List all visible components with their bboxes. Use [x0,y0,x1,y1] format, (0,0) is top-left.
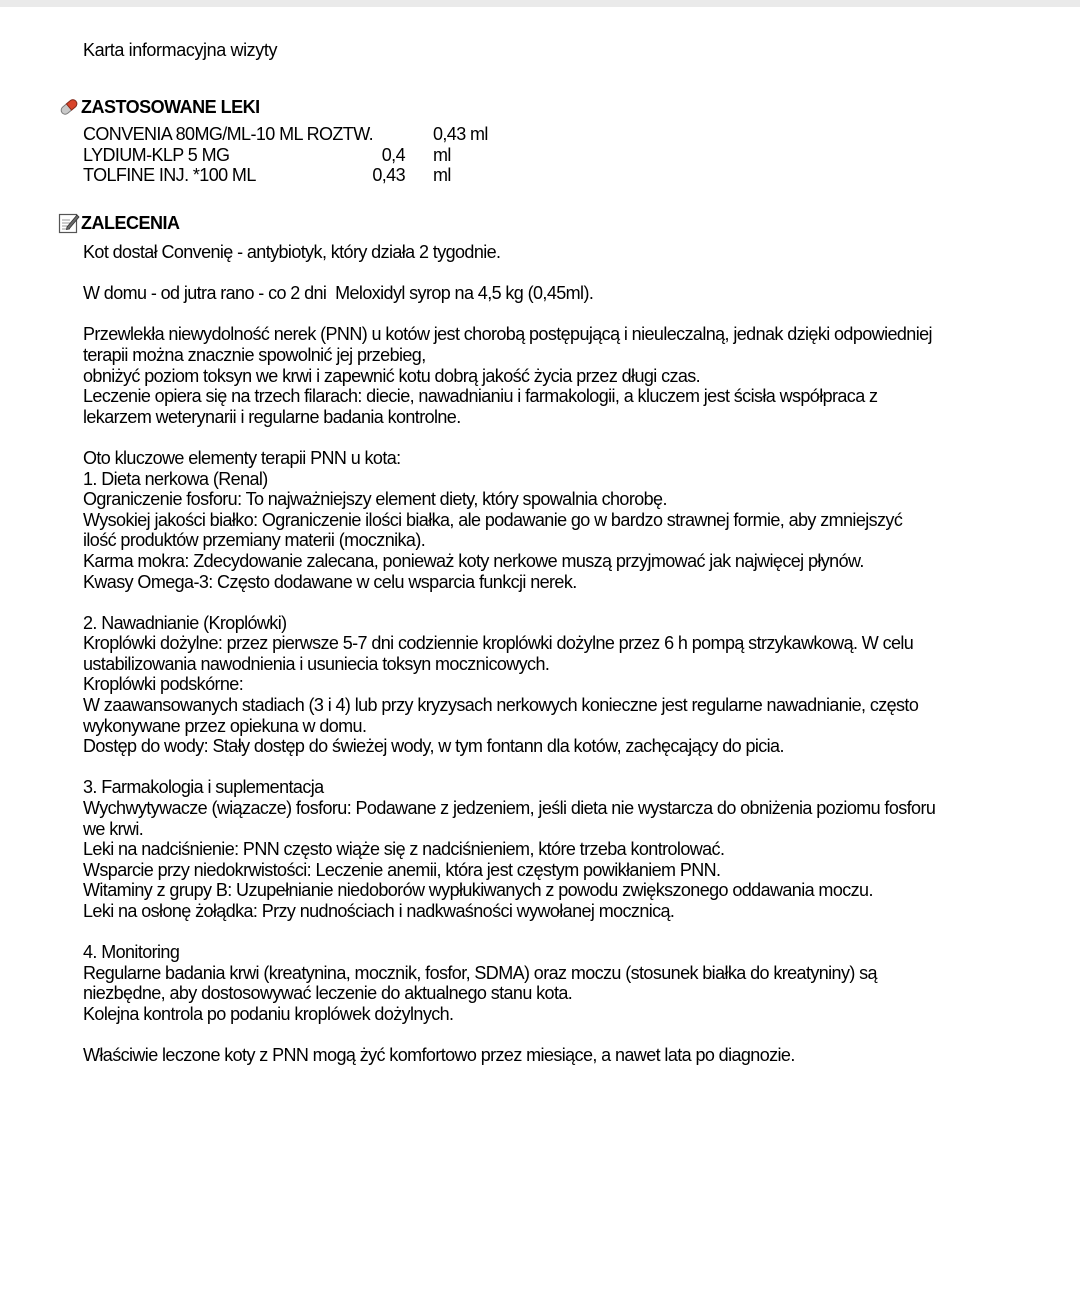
recommendation-line: Regularne badania krwi (kreatynina, mocznik, fosfor, SDMA) oraz moczu (stosunek białka do kreatyniny) są [83,962,877,983]
med-name: TOLFINE INJ. *100 ML [83,165,256,186]
recommendation-line: lekarzem weterynarii i regularne badania kontrolne. [83,406,461,427]
recommendation-line: Ograniczenie fosforu: To najważniejszy element diety, który spowalnia chorobę. [83,489,667,510]
recommendation-line: W zaawansowanych stadiach (3 i 4) lub przy kryzysach nerkowych konieczne jest regularne nawadnianie, często [83,695,919,716]
recommendation-paragraph [83,283,1043,304]
recommendation-line: we krwi. [83,818,144,839]
med-qty: 0,43 [372,165,405,186]
meds-section-header [58,96,260,118]
meds-section-title: ZASTOSOWANE LEKI [81,96,260,117]
med-name: LYDIUM-KLP 5 MG [83,144,230,165]
recommendation-line: Kot dostał Convenię - antybiotyk, który działa 2 tygodnie. [83,242,501,262]
recommendation-line: Witaminy z grupy B: Uzupełnianie niedoborów wypłukiwanych z powodu zwiększonego oddawania moczu. [83,880,873,901]
recommendation-line: niezbędne, aby dostosowywać leczenie do aktualnego stanu kota. [83,983,573,1004]
recommendation-line: Kroplówki dożylne: przez pierwsze 5-7 dni codziennie kroplówki dożylne przez 6 h pompą strzykawkową. W celu [83,633,914,654]
recommendation-line: W domu - od jutra rano - co 2 dni Meloxidyl syrop na 4,5 kg (0,45ml). [83,283,594,304]
recommendation-paragraph [83,613,1043,757]
recommendation-line: Wychwytywacze (wiązacze) fosforu: Podawane z jedzeniem, jeśli dieta nie wystarcza do obniżenia poziomu fosforu [83,798,936,819]
recommendation-line: 3. Farmakologia i suplementacja [83,777,324,798]
recommendation-line: Kroplówki podskórne: [83,674,244,695]
recommendation-line: Kwasy Omega-3: Często dodawane w celu wsparcia funkcji nerek. [83,571,577,592]
recommendation-line: Przewlekła niewydolność nerek (PNN) u kotów jest chorobą postępującą i nieuleczalną, jednak dzięki odpowiedniej [83,324,932,345]
recommendation-line: Dostęp do wody: Stały dostęp do świeżej wody, w tym fontann dla kotów, zachęcający do picia. [83,736,784,757]
med-unit: ml [433,144,451,165]
recommendation-line: Oto kluczowe elementy terapii PNN u kota: [83,447,401,468]
notepad-pencil-icon [58,212,80,234]
med-qty: 0,4 [381,144,405,165]
recommendation-line: ilość produktów przemiany materii (mocznika). [83,530,426,551]
recommendation-paragraph [83,448,1043,592]
recommendation-line: Właściwie leczone koty z PNN mogą żyć komfortowo przez miesiące, a nawet lata po diagnozie. [83,1045,795,1066]
recommendations-body [83,242,1043,1086]
recommendation-line: Karma mokra: Zdecydowanie zalecana, ponieważ koty nerkowe muszą przyjmować jak najwięcej płynów. [83,550,864,571]
recommendation-line: terapii można znacznie spowolnić jej przebieg, [83,344,426,365]
recommendation-paragraph [83,942,1043,1024]
recommendation-paragraph [83,1045,1043,1066]
med-name: CONVENIA 80MG/ML-10 ML ROZTW. [83,124,373,144]
med-amount: 0,43 ml [433,124,488,144]
recommendation-line: obniżyć poziom toksyn we krwi i zapewnić kotu dobrą jakość życia przez długi czas. [83,365,701,386]
recommendation-line: Leki na osłonę żołądka: Przy nudnościach i nadkwaśności wywołanej mocznicą. [83,901,675,921]
recommendation-line: ustabilizowania nawodnienia i usuniecia toksyn mocznicowych. [83,653,550,674]
recommendation-line: wykonywane przez opiekuna w domu. [83,715,367,736]
recommendation-paragraph [83,324,1043,427]
med-unit: ml [433,165,451,186]
document-title: Karta informacyjna wizyty [83,40,278,60]
recs-section-title: ZALECENIA [81,212,180,233]
pill-icon [58,96,80,118]
recommendation-line: 1. Dieta nerkowa (Renal) [83,468,268,489]
recommendation-line: Wsparcie przy niedokrwistości: Leczenie anemii, która jest częstym powikłaniem PNN. [83,859,721,880]
recs-section-header [58,212,180,234]
recommendation-paragraph [83,242,1043,263]
recommendation-line: 2. Nawadnianie (Kroplówki) [83,612,287,633]
recommendation-line: Wysokiej jakości białko: Ograniczenie ilości białka, ale podawanie go w bardzo strawnej formie, aby zmniejszyć [83,509,903,530]
recommendation-line: Leczenie opiera się na trzech filarach: diecie, nawadnianiu i farmakologii, a kluczem jest ścisła współpraca z [83,386,878,407]
recommendation-line: Kolejna kontrola po podaniu kroplówek dożylnych. [83,1003,454,1024]
recommendation-paragraph [83,777,1043,921]
recommendation-line: Leki na nadciśnienie: PNN często wiąże się z nadciśnieniem, które trzeba kontrolować. [83,839,725,860]
recommendation-line: 4. Monitoring [83,942,180,963]
